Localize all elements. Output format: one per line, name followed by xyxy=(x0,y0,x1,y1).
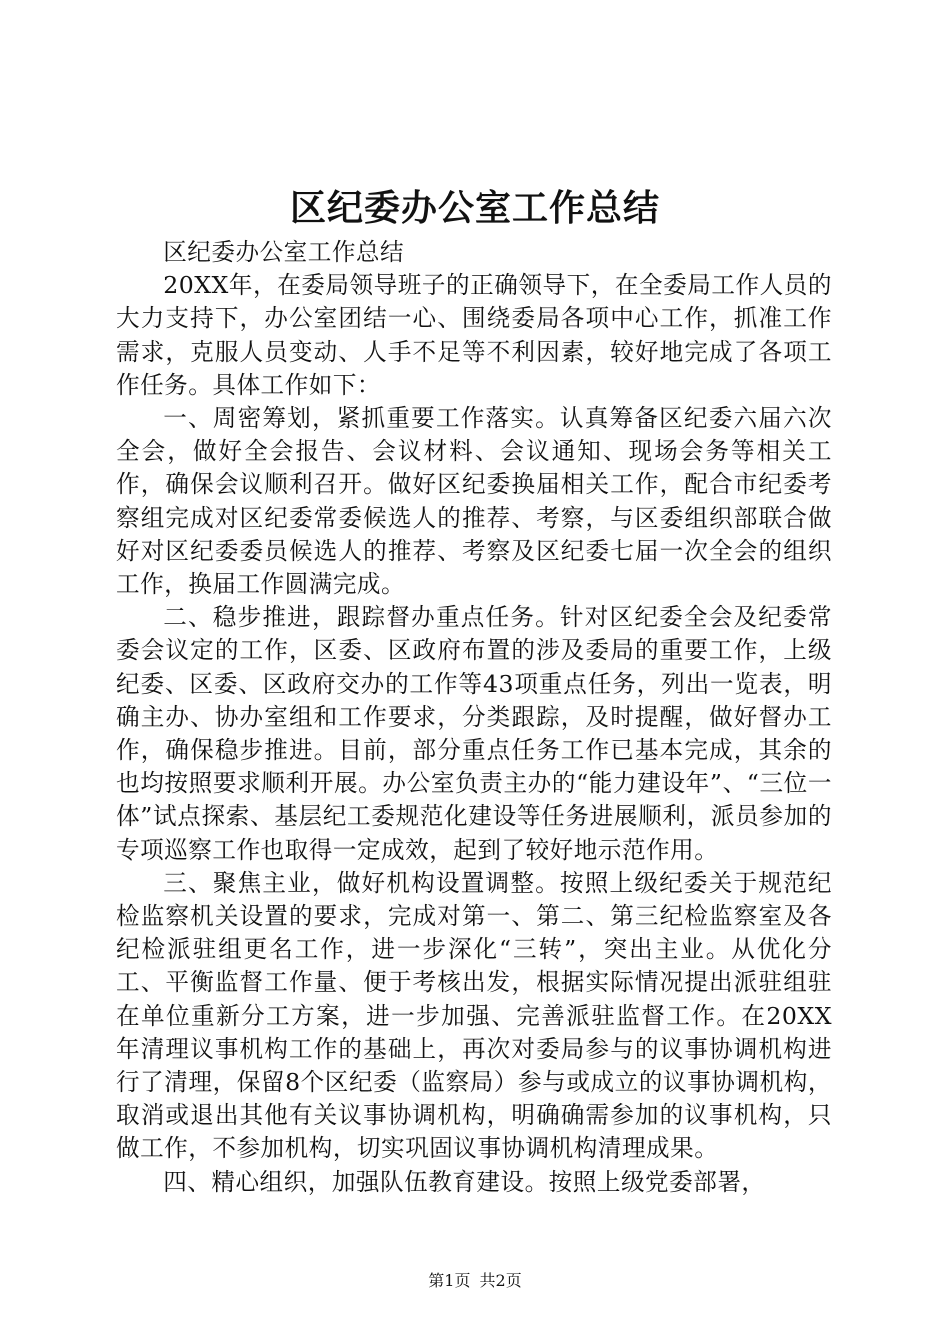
paragraph-intro: 20XX年，在委局领导班子的正确领导下，在全委局工作人员的大力支持下，办公室团结一心、围绕委局各项中心工作，抓准工作需求，克服人员变动、人手不足等不利因素，较好地完成了各项工作任务。具体工作如下： xyxy=(116,271,832,399)
document-body xyxy=(116,236,832,1199)
paragraph-subtitle: 区纪委办公室工作总结 xyxy=(163,238,405,266)
paragraph-section-2: 二、稳步推进，跟踪督办重点任务。针对区纪委全会及纪委常委会议定的工作，区委、区政府布置的涉及委局的重要工作，上级纪委、区委、区政府交办的工作等43项重点任务，列出一览表，明确主办、协办室组和工作要求，分类跟踪，及时提醒，做好督办工作，确保稳步推进。目前，部分重点任务工作已基本完成，其余的也均按照要求顺利开展。办公室负责主办的“能力建设年”、“三位一体”试点探索、基层纪工委规范化建设等任务进展顺利，派员参加的专项巡察工作也取得一定成效，起到了较好地示范作用。 xyxy=(116,603,832,864)
page-total: 共2页 xyxy=(479,1271,522,1290)
page-footer xyxy=(0,1270,950,1292)
paragraph-section-4: 四、精心组织，加强队伍教育建设。按照上级党委部署， xyxy=(163,1167,766,1196)
page-number: 第1页 xyxy=(428,1271,471,1290)
paragraph-section-1: 一、周密筹划，紧抓重要工作落实。认真筹备区纪委六届六次全会，做好全会报告、会议材料、会议通知、现场会务等相关工作，确保会议顺利召开。做好区纪委换届相关工作，配合市纪委考察组完成对区纪委常委候选人的推荐、考察，与区委组织部联合做好对区纪委委员候选人的推荐、考察及区纪委七届一次全会的组织工作，换届工作圆满完成。 xyxy=(116,404,832,599)
document-title: 区纪委办公室工作总结 xyxy=(289,187,660,229)
paragraph-section-3: 三、聚焦主业，做好机构设置调整。按照上级纪委关于规范纪检监察机关设置的要求，完成对第一、第二、第三纪检监察室及各纪检派驻组更名工作，进一步深化“三转”，突出主业。从优化分工、平衡监督工作量、便于考核出发，根据实际情况提出派驻组驻在单位重新分工方案，进一步加强、完善派驻监督工作。在20XX年清理议事机构工作的基础上，再次对委局参与的议事协调机构进行了清理，保留8个区纪委（监察局）参与或成立的议事协调机构，取消或退出其他有关议事协调机构，明确确需参加的议事机构，只做工作，不参加机构，切实巩固议事协调机构清理成果。 xyxy=(116,868,832,1163)
